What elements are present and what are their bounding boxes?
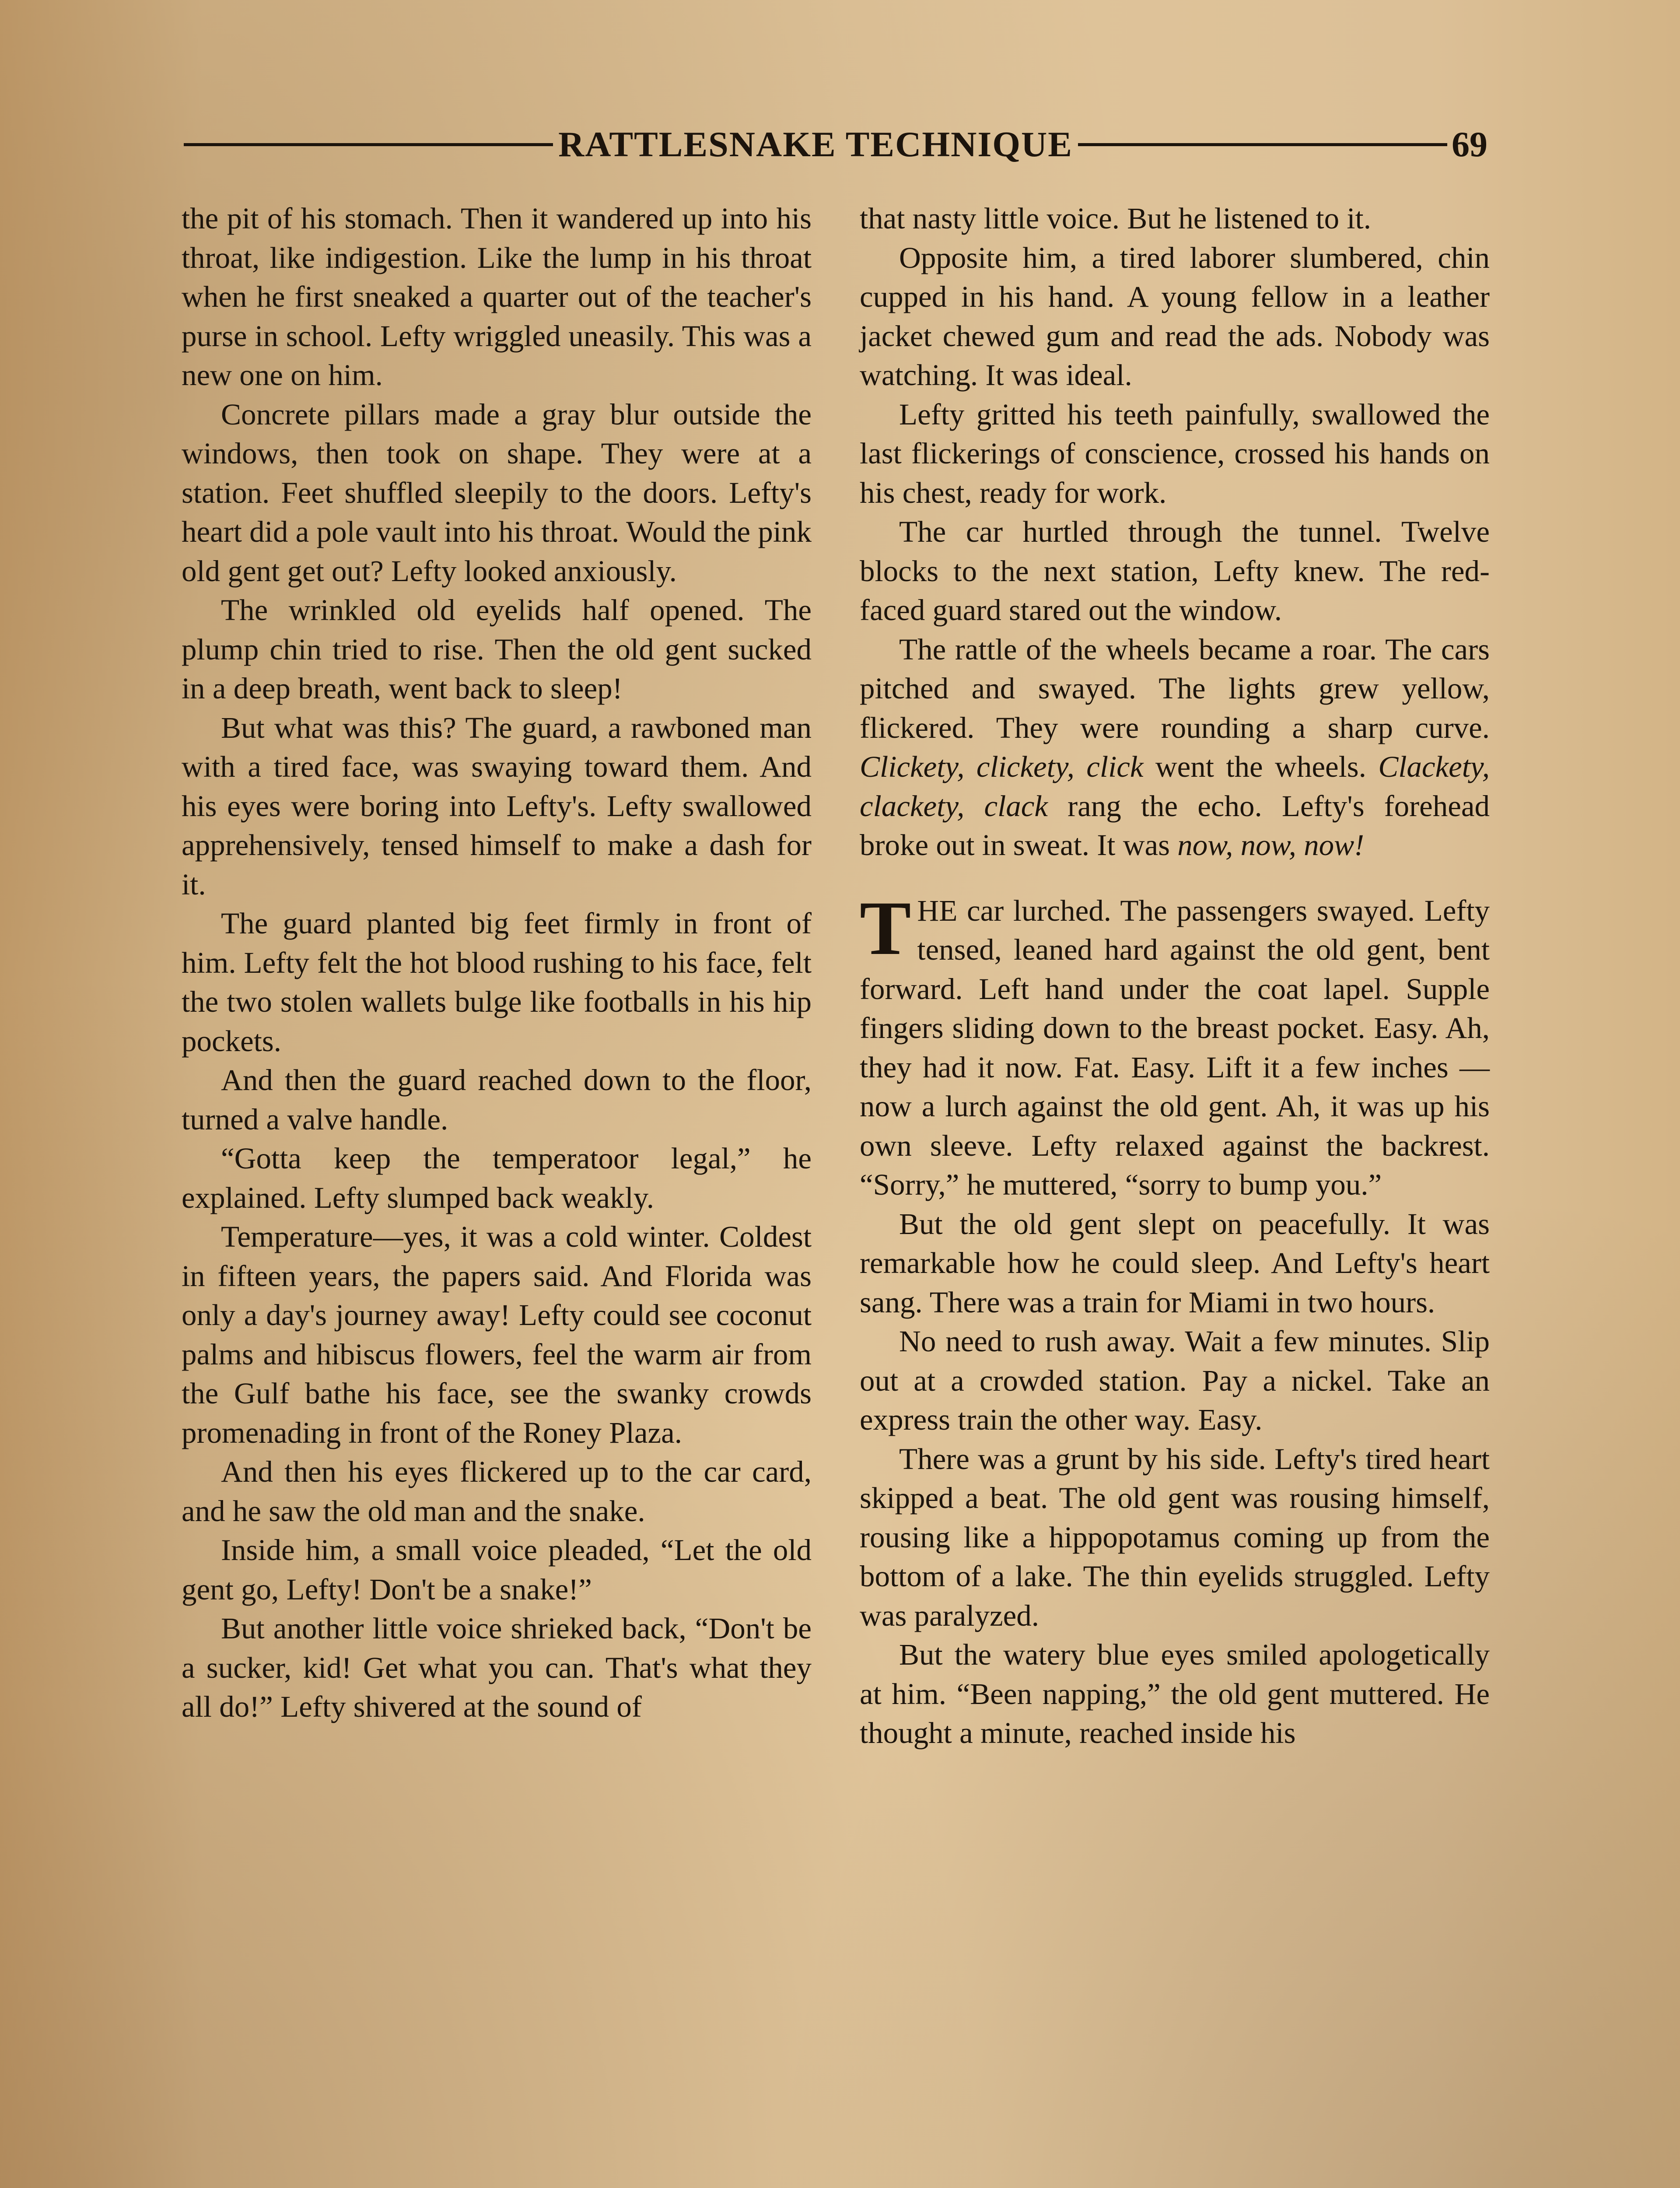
right-column [860, 199, 1490, 1753]
italic-text: now, now, now! [1177, 828, 1365, 862]
paragraph: And then the guard reached down to the floor, turned a valve handle. [182, 1063, 812, 1136]
paragraph-text: rang the echo. Lefty's forehead broke out in sweat. It was [860, 789, 1490, 862]
paragraph-text: HE car lurched. The passengers swayed. Lefty tensed, leaned hard against the old gent, bent forward. Left hand under the coat lapel. Supple fingers sliding down to the breast pocket. Easy. Ah, they had it now. Fat. Easy. Lift it a few inches —now a lurch against the old gent. Ah, it was up his own sleeve. Lefty relaxed against the backrest. “Sorry,” he muttered, “sorry to bump you.” [860, 894, 1490, 1201]
italic-text: Clickety, clickety, click [860, 750, 1144, 783]
paragraph: Temperature—yes, it was a cold winter. Coldest in fifteen years, the papers said. And Florida was only a day's journey away! Lefty could see coconut palms and hibiscus flowers, feel the warm air from the Gulf bathe his face, see the swanky crowds promenading in front of the Roney Plaza. [182, 1220, 812, 1449]
paragraph: No need to rush away. Wait a few minutes. Slip out at a crowded station. Pay a nickel. Take an express train the other way. Easy. [860, 1325, 1490, 1436]
paragraph: The guard planted big feet firmly in front of him. Lefty felt the hot blood rushing to his face, felt the two stolen wallets bulge like footballs in his hip pockets. [182, 907, 812, 1058]
paragraph: the pit of his stomach. Then it wandered up into his throat, like indigestion. Like the lump in his throat when he first sneaked a quarter out of the teacher's purse in school. Lefty wriggled uneasily. This was a new one on him. [182, 202, 812, 392]
paragraph: And then his eyes flickered up to the car card, and he saw the old man and the snake. [182, 1455, 812, 1528]
paragraph: Opposite him, a tired laborer slumbered, chin cupped in his hand. A young fellow in a leather jacket chewed gum and read the ads. Nobody was watching. It was ideal. [860, 241, 1490, 392]
paragraph: But what was this? The guard, a rawboned man with a tired face, was swaying toward them. And his eyes were boring into Lefty's. Lefty swallowed apprehensively, tensed himself to make a dash for it. [182, 711, 812, 901]
paragraph-text: The rattle of the wheels became a roar. The cars pitched and swayed. The lights grew yellow, flickered. They were rounding a sharp curve. [860, 632, 1490, 744]
paragraph: But another little voice shrieked back, “Don't be a sucker, kid! Get what you can. That's what they all do!” Lefty shivered at the sound of [182, 1612, 812, 1723]
header-rule-left [184, 143, 553, 146]
paragraph: The wrinkled old eyelids half opened. The plump chin tried to rise. Then the old gent sucked in a deep breath, went back to sleep! [182, 593, 812, 705]
paragraph-rattle [860, 630, 1490, 865]
paragraph-text: went the wheels. [1143, 750, 1379, 783]
left-column [182, 199, 812, 1727]
running-header [184, 118, 1488, 171]
italic-text: Clackety, clackety, clack [860, 750, 1490, 823]
page-number: 69 [1452, 124, 1488, 164]
section-paragraph [860, 885, 1490, 1205]
paragraph: Inside him, a small voice pleaded, “Let the old gent go, Lefty! Don't be a snake!” [182, 1533, 812, 1606]
drop-cap: T [860, 885, 911, 971]
paragraph: “Gotta keep the temperatoor legal,” he explained. Lefty slumped back weakly. [182, 1142, 812, 1214]
paragraph: There was a grunt by his side. Lefty's tired heart skipped a beat. The old gent was rousing himself, rousing like a hippopotamus coming up from the bottom of a lake. The thin eyelids struggled. Lefty was paralyzed. [860, 1442, 1490, 1632]
paragraph: that nasty little voice. But he listened to it. [860, 202, 1371, 235]
running-head-title: RATTLESNAKE TECHNIQUE [558, 124, 1073, 164]
paragraph: Lefty gritted his teeth painfully, swallowed the last flickerings of conscience, crossed his hands on his chest, ready for work. [860, 397, 1490, 509]
header-rule-right [1078, 143, 1447, 146]
paragraph: The car hurtled through the tunnel. Twelve blocks to the next station, Lefty knew. The red-faced guard stared out the window. [860, 515, 1490, 627]
paragraph: But the watery blue eyes smiled apologetically at him. “Been napping,” the old gent muttered. He thought a minute, reached inside his [860, 1638, 1490, 1750]
paragraph: But the old gent slept on peacefully. It was remarkable how he could sleep. And Lefty's heart sang. There was a train for Miami in two hours. [860, 1207, 1490, 1319]
paragraph: Concrete pillars made a gray blur outside the windows, then took on shape. They were at a station. Feet shuffled sleepily to the doors. Lefty's heart did a pole vault into his throat. Would the pink old gent get out? Lefty looked anxiously. [182, 397, 812, 588]
